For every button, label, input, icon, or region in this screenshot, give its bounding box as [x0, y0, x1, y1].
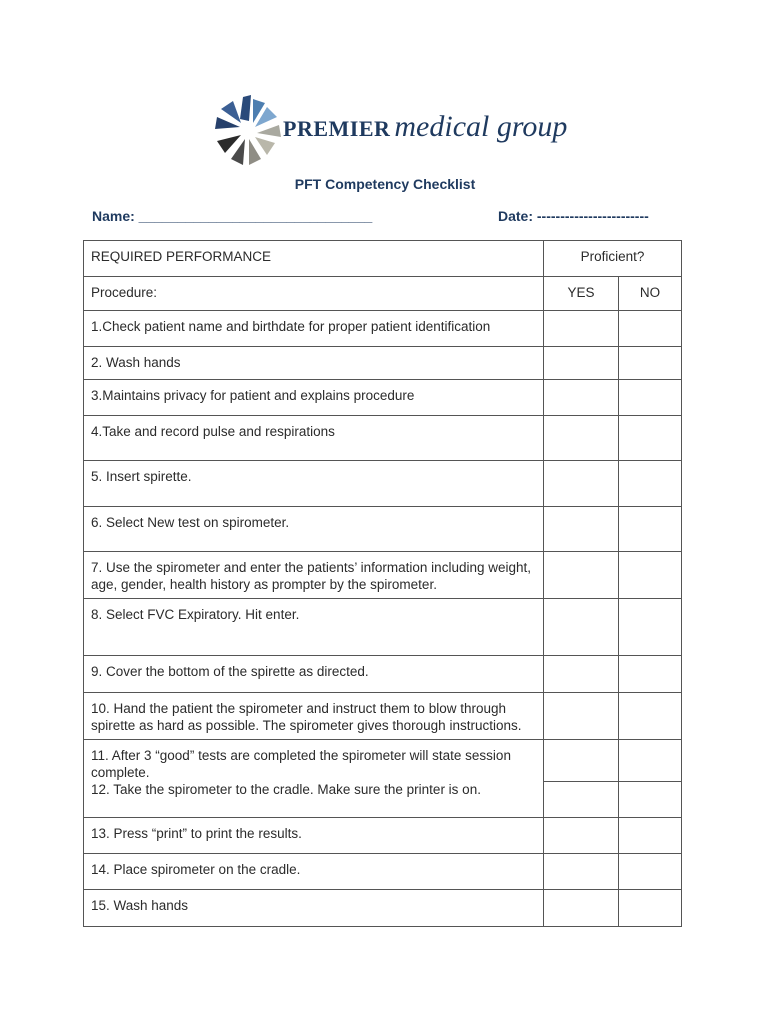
- no-cell[interactable]: [619, 693, 682, 740]
- step-text: 12. Take the spirometer to the cradle. Make sure the printer is on.: [84, 781, 544, 817]
- table-row: [84, 380, 682, 416]
- no-cell[interactable]: [619, 656, 682, 693]
- table-row: [84, 416, 682, 461]
- logo-medical-group-word: medical group: [394, 110, 568, 143]
- no-cell[interactable]: [619, 311, 682, 347]
- table-row: [84, 552, 682, 599]
- step-text: 11. After 3 “good” tests are completed the spirometer will state session complete.: [84, 740, 544, 782]
- step-text: 6. Select New test on spirometer.: [84, 507, 544, 552]
- table-header-row: [84, 241, 682, 277]
- table-row: [84, 817, 682, 853]
- no-cell[interactable]: [619, 853, 682, 889]
- no-cell[interactable]: [619, 507, 682, 552]
- step-text: 3.Maintains privacy for patient and explains procedure: [84, 380, 544, 416]
- step-text: 2. Wash hands: [84, 347, 544, 380]
- step-text: 1.Check patient name and birthdate for proper patient identification: [84, 311, 544, 347]
- date-field[interactable]: Date: ------------------------: [498, 208, 649, 224]
- table-row: [84, 781, 682, 817]
- step-text: 15. Wash hands: [84, 889, 544, 926]
- yes-cell[interactable]: [544, 599, 619, 656]
- proficient-header: Proficient?: [544, 241, 682, 277]
- no-cell[interactable]: [619, 889, 682, 926]
- no-cell[interactable]: [619, 380, 682, 416]
- procedure-label: Procedure:: [84, 277, 544, 311]
- table-row: [84, 853, 682, 889]
- yes-cell[interactable]: [544, 311, 619, 347]
- table-row: [84, 740, 682, 782]
- yes-cell[interactable]: [544, 416, 619, 461]
- pinwheel-logo-icon: [213, 95, 283, 167]
- required-performance-header: REQUIRED PERFORMANCE: [84, 241, 544, 277]
- table-row: [84, 656, 682, 693]
- step-text: 14. Place spirometer on the cradle.: [84, 853, 544, 889]
- table-row: [84, 599, 682, 656]
- table-row: [84, 507, 682, 552]
- premier-medical-group-logo: [213, 95, 568, 167]
- yes-cell[interactable]: [544, 461, 619, 507]
- yes-cell[interactable]: [544, 507, 619, 552]
- yes-cell[interactable]: [544, 656, 619, 693]
- yes-cell[interactable]: [544, 817, 619, 853]
- yes-cell[interactable]: [544, 853, 619, 889]
- no-cell[interactable]: [619, 552, 682, 599]
- table-row: [84, 347, 682, 380]
- no-cell[interactable]: [619, 599, 682, 656]
- yes-cell[interactable]: [544, 889, 619, 926]
- no-cell[interactable]: [619, 347, 682, 380]
- step-text: 9. Cover the bottom of the spirette as directed.: [84, 656, 544, 693]
- no-cell[interactable]: [619, 461, 682, 507]
- no-cell[interactable]: [619, 817, 682, 853]
- yes-cell[interactable]: [544, 380, 619, 416]
- step-text: 10. Hand the patient the spirometer and instruct them to blow through spirette as hard as possible. The spirometer gives thorough instructions.: [84, 693, 544, 740]
- table-row: [84, 889, 682, 926]
- no-cell[interactable]: [619, 416, 682, 461]
- yes-cell[interactable]: [544, 347, 619, 380]
- step-text: 5. Insert spirette.: [84, 461, 544, 507]
- table-row: [84, 461, 682, 507]
- step-text: 4.Take and record pulse and respirations: [84, 416, 544, 461]
- step-text: 7. Use the spirometer and enter the patients’ information including weight, age, gender, health history as prompter by the spirometer.: [84, 552, 544, 599]
- logo-premier-word: PREMIER: [283, 116, 391, 141]
- yes-cell[interactable]: [544, 781, 619, 817]
- yes-cell[interactable]: [544, 552, 619, 599]
- step-text: 8. Select FVC Expiratory. Hit enter.: [84, 599, 544, 656]
- page-title: PFT Competency Checklist: [294, 176, 476, 192]
- no-column-header: NO: [619, 277, 682, 311]
- name-field[interactable]: Name: ______________________________: [92, 208, 373, 224]
- yes-cell[interactable]: [544, 693, 619, 740]
- table-row: [84, 693, 682, 740]
- yes-cell[interactable]: [544, 740, 619, 782]
- yes-column-header: YES: [544, 277, 619, 311]
- competency-table: [83, 240, 682, 927]
- step-text: 13. Press “print” to print the results.: [84, 817, 544, 853]
- no-cell[interactable]: [619, 781, 682, 817]
- no-cell[interactable]: [619, 740, 682, 782]
- table-row: [84, 311, 682, 347]
- logo-wordmark: [283, 110, 567, 144]
- table-subheader-row: [84, 277, 682, 311]
